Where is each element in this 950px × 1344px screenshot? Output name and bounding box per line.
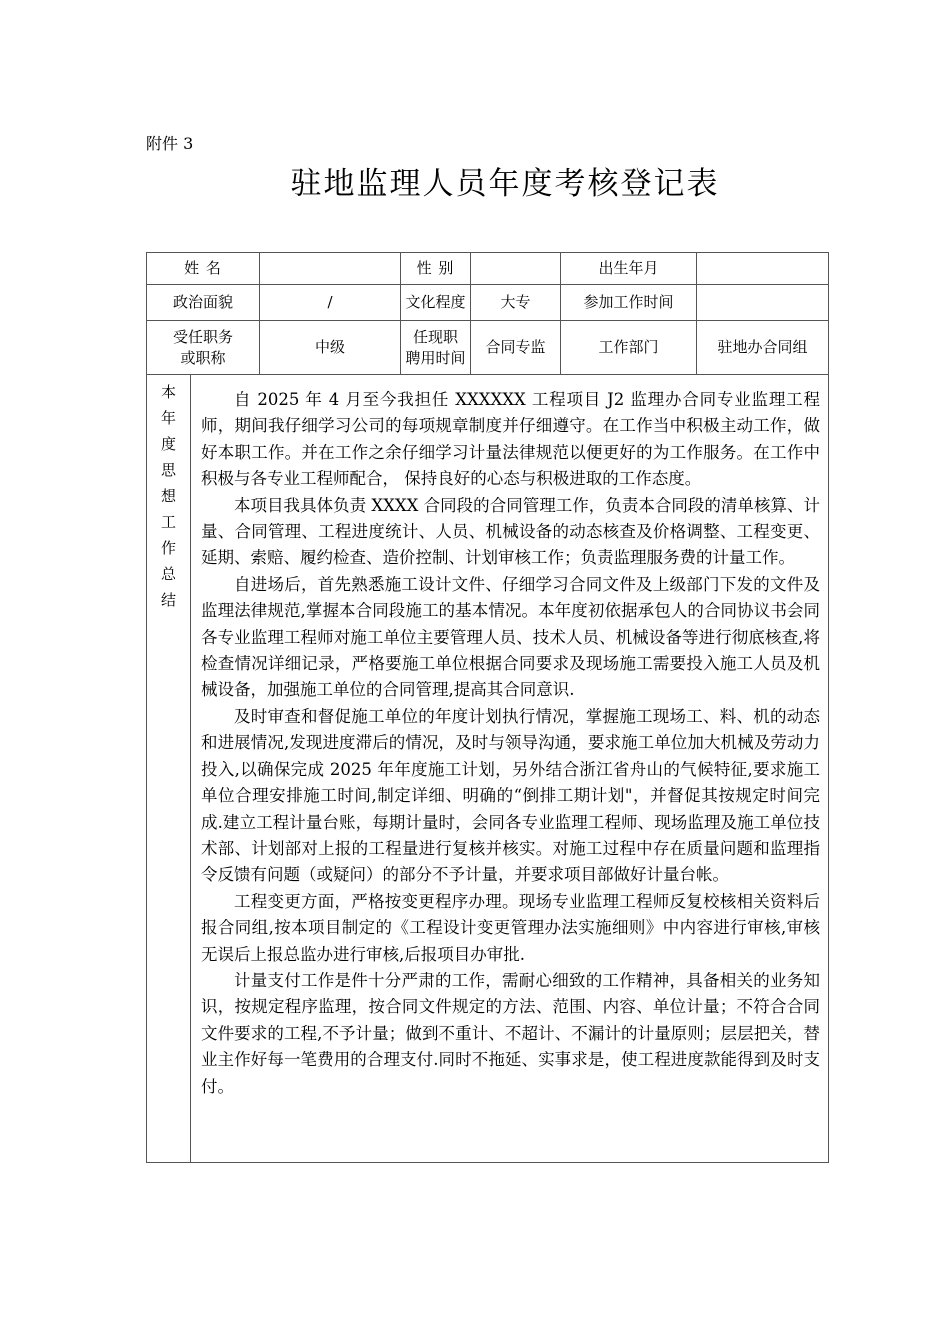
summary-paragraph: 自 2025 年 4 月至今我担任 XXXXXX 工程项目 J2 监理办合同专业监理工程师，期间我仔细学习公司的每项规章制度并仔细遵守。在工作当中积极主动工作，做好本职工作。并在工作之余仔细学习计量法律规范以便更好的为工作服务。在工作中积极与各专业工程师配合， 保持良好的心态与积极进取的工作态度。 — [201, 390, 820, 489]
side-label-char: 度 — [160, 435, 176, 453]
summary-content — [191, 375, 829, 1163]
work-start-label: 参加工作时间 — [561, 285, 697, 321]
table-row — [147, 321, 829, 375]
education-label: 文化程度 — [401, 285, 471, 321]
position-value: 中级 — [260, 321, 401, 375]
name-label: 姓 名 — [147, 253, 260, 285]
side-label-char: 作 — [160, 539, 176, 557]
table-row — [147, 253, 829, 285]
politics-label: 政治面貌 — [147, 285, 260, 321]
summary-paragraph: 及时审查和督促施工单位的年度计划执行情况，掌握施工现场工、料、机的动态和进展情况,发现进度滞后的情况，及时与领导沟通，要求施工单位加大机械及劳动力投入,以确保完成 2025 年年度施工计划，另外结合浙江省舟山的气候特征,要求施工单位合理安排施工时间,制定详细、明确的“倒排工期计划"，并督促其按规定时间完成.建立工程计量台账，每期计量时，会同各专业监理工程师、现场监理及施工单位技术部、计划部对上报的工程量进行复核并核实。对施工过程中存在质量问题和监理指令反馈有问题（或疑问）的部分不予计量，并要求项目部做好计量台帐。 — [201, 706, 820, 885]
dept-label: 工作部门 — [561, 321, 697, 375]
side-label-char: 思 — [160, 461, 176, 479]
appoint-label-line2: 聘用时间 — [405, 348, 466, 367]
work-start-value — [697, 285, 829, 321]
appoint-label — [401, 321, 471, 375]
page-title: 驻地监理人员年度考核登记表 — [290, 166, 720, 202]
summary-paragraph: 工程变更方面，严格按变更程序办理。现场专业监理工程师反复校核相关资料后报合同组,按本项目制定的《工程设计变更管理办法实施细则》中内容进行审核,审核无误后上报总监办进行审核,后报项目办审批. — [201, 891, 820, 964]
table-row — [147, 285, 829, 321]
position-label — [147, 321, 260, 375]
dept-value: 驻地办合同组 — [697, 321, 829, 375]
appoint-label-line1: 任现职 — [412, 327, 458, 346]
summary-paragraph: 计量支付工作是件十分严肃的工作，需耐心细致的工作精神，具备相关的业务知识，按规定程序监理，按合同文件规定的方法、范围、内容、单位计量；不符合合同文件要求的工程,不予计量；做到不重计、不超计、不漏计的计量原则；层层把关，替业主作好每一笔费用的合理支付.同时不拖延、实事求是，使工程进度款能得到及时支付。 — [201, 970, 820, 1096]
education-value: 大专 — [471, 285, 561, 321]
gender-label: 性 别 — [401, 253, 471, 285]
side-label-char: 本 — [160, 383, 176, 401]
attachment-label: 附件 3 — [146, 134, 194, 153]
assessment-form-table — [146, 252, 829, 1163]
summary-paragraph: 自进场后，首先熟悉施工设计文件、仔细学习合同文件及上级部门下发的文件及监理法律规范,掌握本合同段施工的基本情况。本年度初依据承包人的合同协议书会同各专业监理工程师对施工单位主要管理人员、技术人员、机械设备等进行彻底核查,将检查情况详细记录，严格要施工单位根据合同要求及现场施工需要投入施工人员及机械设备，加强施工单位的合同管理,提高其合同意识. — [201, 574, 820, 700]
politics-value: / — [260, 285, 401, 321]
side-label-char: 想 — [160, 487, 176, 505]
side-label-char: 结 — [160, 591, 176, 609]
summary-paragraph: 本项目我具体负责 XXXX 合同段的合同管理工作，负责本合同段的清单核算、计量、合同管理、工程进度统计、人员、机械设备的动态核查及价格调整、工程变更、延期、索赔、履约检查、造价控制、计划审核工作；负责监理服务费的计量工作。 — [201, 495, 820, 568]
position-label-line1: 受任职务 — [172, 327, 233, 346]
name-value — [260, 253, 401, 285]
table-row — [147, 375, 829, 1163]
birth-value — [697, 253, 829, 285]
appoint-value: 合同专监 — [471, 321, 561, 375]
position-label-line2: 或职称 — [180, 348, 226, 367]
side-label-char: 总 — [160, 565, 176, 583]
summary-side-label — [147, 375, 191, 1163]
side-label-char: 工 — [160, 513, 176, 531]
gender-value — [471, 253, 561, 285]
side-label-char: 年 — [160, 409, 176, 427]
birth-label: 出生年月 — [561, 253, 697, 285]
